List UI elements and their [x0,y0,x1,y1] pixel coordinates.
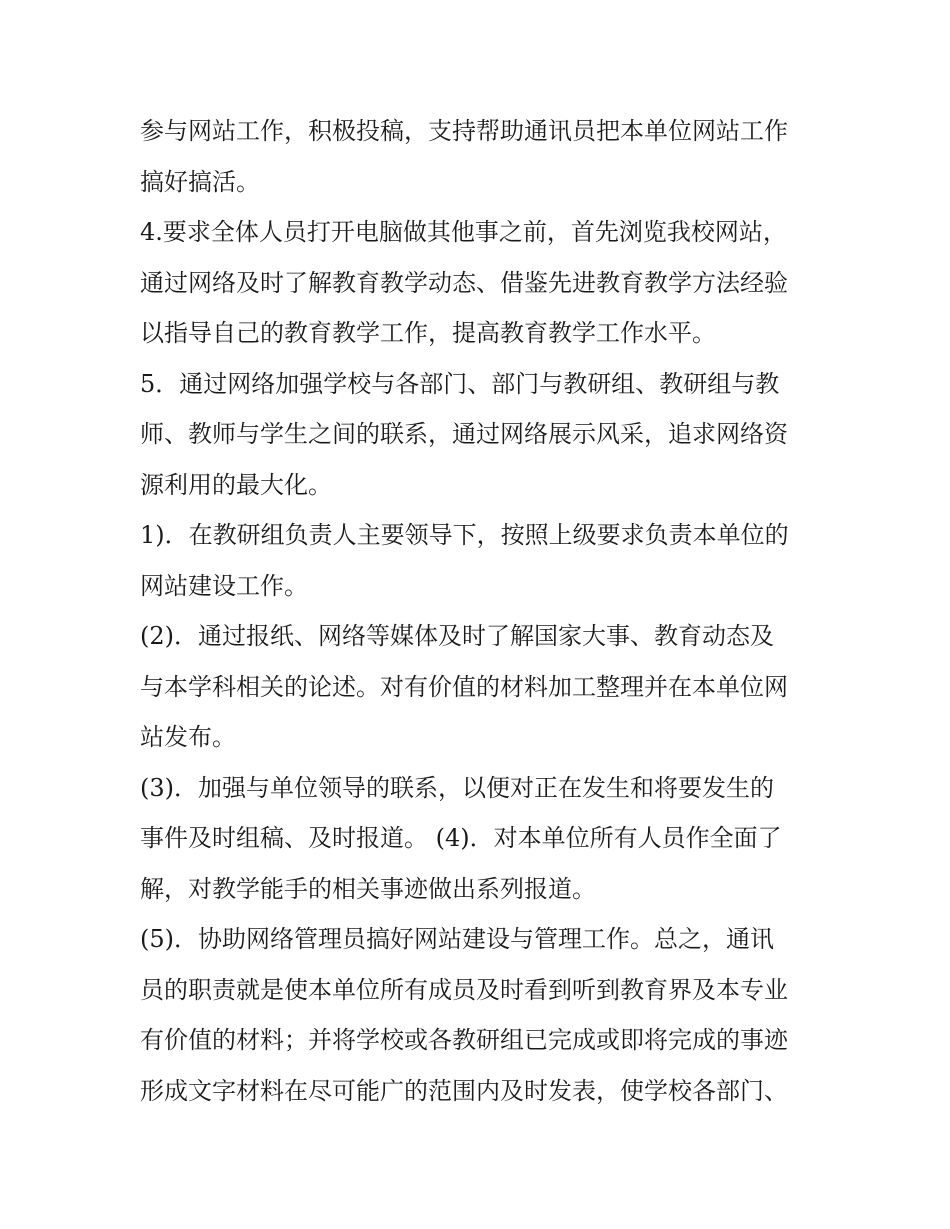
document-body [140,106,820,1116]
text-line: 站发布。 [140,723,236,751]
text-line: 5．通过网络加强学校与各部门、部门与教研组、教研组与教 [140,369,780,398]
text-line: 通过网络及时了解教育教学动态、借鉴先进教育教学方法经验 [140,268,788,297]
text-line: 源利用的最大化。 [140,470,332,499]
text-line: (2)．通过报纸、网络等媒体及时了解国家大事、教育动态及 [140,622,774,650]
text-line: 1)．在教研组负责人主要领导下，按照上级要求负责本单位的 [140,521,789,549]
text-line: (3)．加强与单位领导的联系，以便对正在发生和将要发生的 [140,773,774,802]
text-line: 以指导自己的教育教学工作，提高教育教学工作水平。 [140,319,716,347]
text-line: 搞好搞活。 [140,167,260,196]
text-line: 4.要求全体人员打开电脑做其他事之前，首先浏览我校网站， [140,218,787,246]
text-line: 师、教师与学生之间的联系，通过网络展示风采，追求网络资 [140,420,788,448]
text-line: 形成文字材料在尽可能广的范围内及时发表，使学校各部门、 [140,1076,788,1105]
text-line: 网站建设工作。 [140,571,308,600]
text-line: 参与网站工作，积极投稿，支持帮助通讯员把本单位网站工作 [140,117,788,145]
text-line: 员的职责就是使本单位所有成员及时看到听到教育界及本专业 [140,975,788,1004]
text-line: 解，对教学能手的相关事迹做出系列报道。 [140,874,596,903]
text-line: (5)．协助网络管理员搞好网站建设与管理工作。总之，通讯 [140,925,774,953]
text-line: 与本学科相关的论述。对有价值的材料加工整理并在本单位网 [140,672,788,701]
text-line: 事件及时组稿、及时报道。 (4)．对本单位所有人员作全面了 [140,824,782,852]
text-line: 有价值的材料；并将学校或各教研组已完成或即将完成的事迹 [140,1026,788,1054]
